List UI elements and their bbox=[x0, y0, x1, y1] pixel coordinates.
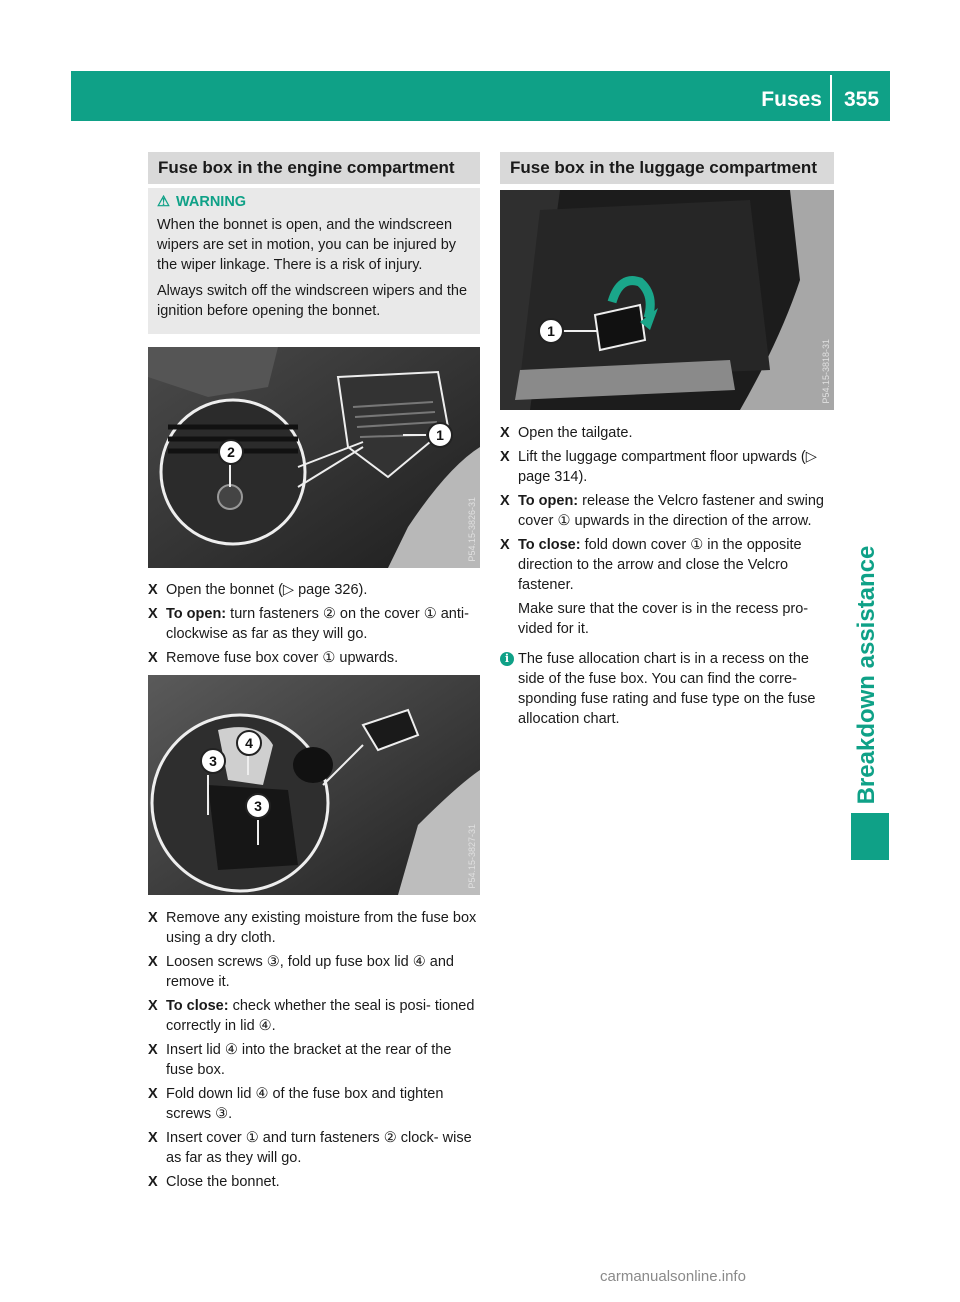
engine-fusebox-image-1 bbox=[148, 347, 480, 568]
list-item: X Remove any existing moisture from the fuse box using a dry cloth. bbox=[148, 910, 477, 946]
list-marker: X bbox=[148, 910, 158, 926]
instructions-list-3 bbox=[500, 423, 834, 733]
engine-illustration-1 bbox=[148, 347, 480, 568]
list-item: X Open the tailgate. bbox=[500, 425, 633, 441]
warning-text-2: Always switch off the windscreen wipers and the ignition before opening the bonnet. bbox=[157, 283, 468, 319]
side-tab-label: Breakdown assistance bbox=[853, 545, 880, 805]
list-marker: X bbox=[500, 537, 510, 553]
side-tab-block bbox=[851, 813, 889, 860]
list-item: X To open: release the Velcro fastener and swing cover ① upwards in the direction of the arrow. bbox=[500, 493, 824, 529]
list-item: X Remove fuse box cover ① upwards. bbox=[148, 650, 399, 666]
instructions-list-2 bbox=[148, 908, 482, 1196]
list-item: X Loosen screws ③, fold up fuse box lid ④ and remove it. bbox=[148, 954, 454, 990]
page-number: 355 bbox=[844, 88, 880, 111]
instructions-list-1 bbox=[148, 580, 482, 672]
image-code-3: P54.15-3818-31 bbox=[821, 339, 831, 404]
warning-box bbox=[148, 188, 480, 334]
callout-1: 1 bbox=[538, 318, 564, 344]
engine-illustration-2 bbox=[148, 675, 480, 895]
list-marker: X bbox=[500, 449, 510, 465]
list-marker: X bbox=[148, 1174, 158, 1190]
luggage-fusebox-image bbox=[500, 190, 834, 410]
list-marker: X bbox=[148, 606, 158, 622]
warning-text-1: When the bonnet is open, and the windscreen wipers are set in motion, you can be injured by the wiper linkage. There is a risk of injury. bbox=[157, 217, 457, 273]
list-marker: X bbox=[148, 582, 158, 598]
list-item: X Insert cover ① and turn fasteners ② clock- wise as far as they will go. bbox=[148, 1130, 472, 1166]
luggage-illustration bbox=[500, 190, 834, 410]
info-icon: i bbox=[500, 652, 514, 666]
watermark: carmanualsonline.info bbox=[600, 1268, 746, 1285]
list-marker: X bbox=[148, 1086, 158, 1102]
right-heading: Fuse box in the luggage compartment bbox=[500, 152, 834, 184]
list-marker: X bbox=[148, 1042, 158, 1058]
list-item: X To close: fold down cover ① in the opposite direction to the arrow and close the Velcro fastener. bbox=[500, 537, 802, 593]
list-marker: X bbox=[500, 425, 510, 441]
engine-fusebox-image-2 bbox=[148, 675, 480, 895]
callout-2: 2 bbox=[218, 439, 244, 465]
list-marker: X bbox=[148, 1130, 158, 1146]
list-item: X To open: turn fasteners ② on the cover ① anti-clockwise as far as they will go. bbox=[148, 606, 469, 642]
image-code-2: P54.15-3827-31 bbox=[467, 824, 477, 889]
info-text: The fuse allocation chart is in a recess on the side of the fuse box. You can find the corre- sponding fuse rating and fuse type on the fuse allocation chart. bbox=[518, 651, 816, 727]
left-heading: Fuse box in the engine compartment bbox=[148, 152, 480, 184]
warning-triangle-icon: ⚠ bbox=[157, 194, 170, 210]
list-item: X Open the bonnet (▷ page 326). bbox=[148, 582, 368, 598]
header-divider bbox=[830, 75, 832, 121]
callout-4: 4 bbox=[236, 730, 262, 756]
info-note bbox=[500, 649, 834, 729]
callout-3: 3 bbox=[200, 748, 226, 774]
side-tab bbox=[844, 540, 890, 810]
warning-title: WARNING bbox=[176, 194, 247, 210]
list-marker: X bbox=[148, 954, 158, 970]
list-item: X Lift the luggage compartment floor upwards (▷ page 314). bbox=[500, 449, 817, 485]
list-item: X Fold down lid ④ of the fuse box and tighten screws ③. bbox=[148, 1086, 444, 1122]
list-marker: X bbox=[148, 650, 158, 666]
list-note: Make sure that the cover is in the recess pro- vided for it. bbox=[518, 601, 809, 637]
image-code-1: P54.15-3826-31 bbox=[467, 497, 477, 562]
section-title: Fuses bbox=[761, 88, 822, 111]
callout-1: 1 bbox=[427, 422, 453, 448]
list-item: X To close: check whether the seal is posi- tioned correctly in lid ④. bbox=[148, 998, 475, 1034]
list-item: X Close the bonnet. bbox=[148, 1174, 280, 1190]
callout-3: 3 bbox=[245, 793, 271, 819]
list-marker: X bbox=[148, 998, 158, 1014]
list-marker: X bbox=[500, 493, 510, 509]
list-item: X Insert lid ④ into the bracket at the rear of the fuse box. bbox=[148, 1042, 452, 1078]
